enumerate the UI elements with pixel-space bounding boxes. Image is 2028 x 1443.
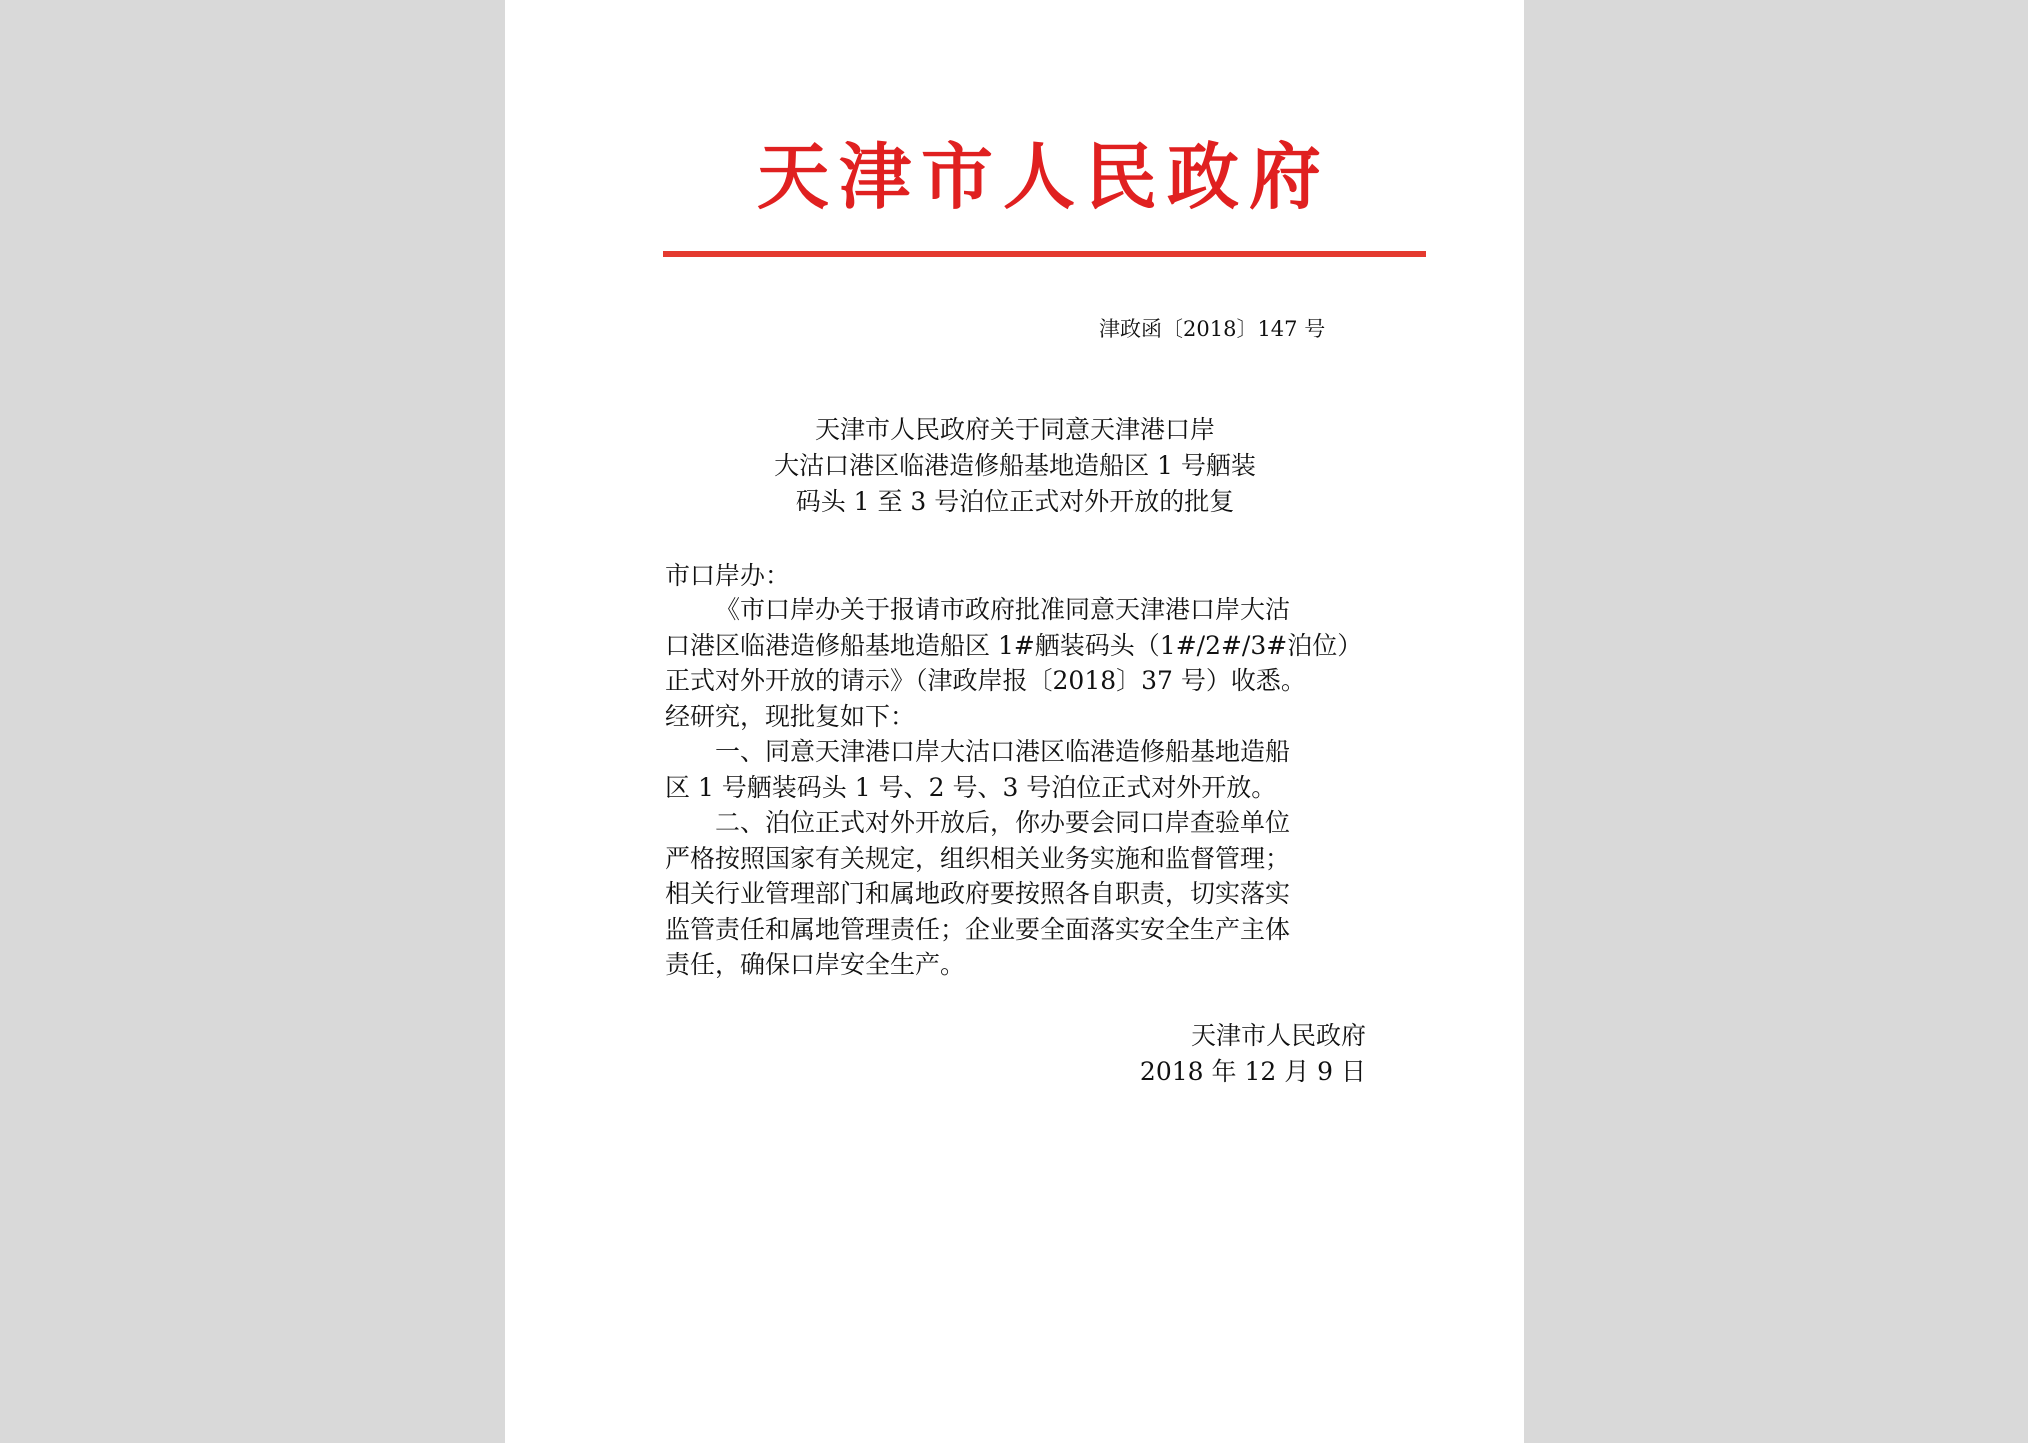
body-line: 口港区临港造修船基地造船区 1#舾装码头（1#/2#/3#泊位） — [665, 630, 1363, 660]
body-line: 经研究，现批复如下： — [665, 701, 916, 731]
body-line: 责任，确保口岸安全生产。 — [665, 950, 966, 979]
subject-line: 码头 1 至 3 号泊位正式对外开放的批复 — [795, 487, 1235, 516]
document-page — [505, 0, 1524, 1443]
signature-org: 天津市人民政府 — [1190, 1021, 1366, 1050]
signature-block — [1105, 1018, 1366, 1090]
subject-line: 天津市人民政府关于同意天津港口岸 — [814, 415, 1215, 444]
body-line: 正式对外开放的请示》（津政岸报〔2018〕37 号）收悉。 — [665, 666, 1306, 695]
addressee: 市口岸办： — [665, 561, 791, 590]
body-line: 二、泊位正式对外开放后，你办要会同口岸查验单位 — [715, 808, 1291, 837]
body-line: 一、同意天津港口岸大沽口港区临港造修船基地造船 — [715, 737, 1291, 766]
subject-line: 大沽口港区临港造修船基地造船区 1 号舾装 — [774, 451, 1256, 480]
document-body — [665, 592, 1365, 983]
red-header-rule — [663, 251, 1426, 257]
body-line: 区 1 号舾装码头 1 号、2 号、3 号泊位正式对外开放。 — [665, 772, 1277, 802]
issuing-authority-title: 天津市人民政府 — [756, 135, 1331, 219]
signature-date: 2018 年 12 月 9 日 — [1139, 1057, 1366, 1086]
document-subject — [705, 412, 1325, 520]
body-line: 监管责任和属地管理责任；企业要全面落实安全生产主体 — [665, 914, 1291, 944]
document-number: 津政函〔2018〕147 号 — [1099, 317, 1326, 341]
body-line: 严格按照国家有关规定，组织相关业务实施和监督管理； — [665, 843, 1291, 873]
body-line: 相关行业管理部门和属地政府要按照各自职责，切实落实 — [665, 879, 1291, 908]
body-line: 《市口岸办关于报请市政府批准同意天津港口岸大沽 — [715, 595, 1291, 624]
